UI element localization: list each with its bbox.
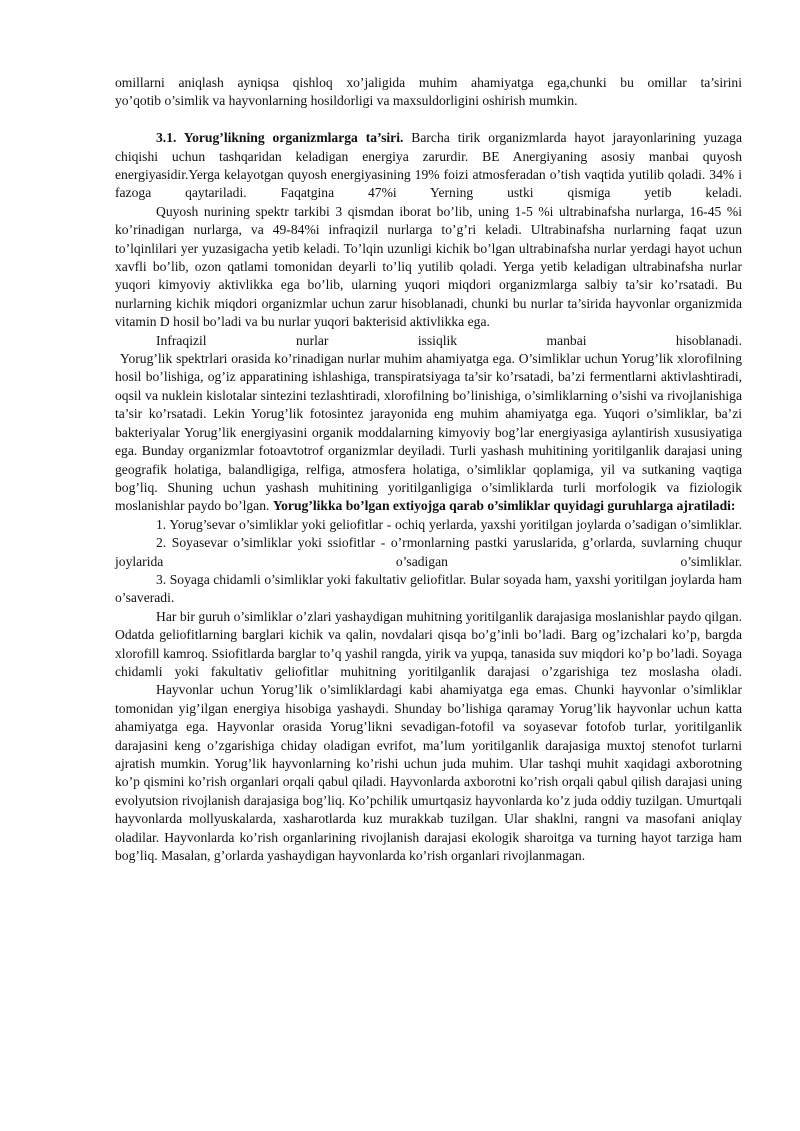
animals-paragraph	[115, 681, 742, 865]
infrared-paragraph	[115, 332, 742, 350]
list-item-facultative	[115, 571, 742, 608]
list-item-1-text: 1. Yorug’sevar o’simliklar yoki geliofitlar - ochiq yerlarda, yaxshi yoritilgan joylarda o’sadigan o’simliklar.	[156, 516, 742, 532]
section-paragraph	[115, 129, 742, 203]
document-page	[115, 74, 742, 865]
visible-light-text: Yorug’lik spektrlari orasida ko’rinadigan nurlar muhim ahamiyatga ega. O’simliklar uchun Yorug’lik xlorofilning hosil bo’lishiga, og’iz apparatining ishlashiga, transpiratsiyaga ta’sir ko’rsatadi, ba’zi fermentlarni aktivlashtiradi, oqsil va nuklein kislotalar sintezini tezlashtiradi, xlorofilning bo’linishiga, o’simliklarning o’sishi va rivojlanishiga ta’sir ko’rsatadi. Lekin Yorug’lik fotosintez jarayonida eng muhim ahamiyatga ega. Yuqori o’simliklar, ba’zi bakteriyalar Yorug’lik energiyasini organik moddalarning kimyoviy bog’lar energiyasiga aylantirish xususiyatiga ega. Bunday organizmlar fotoavtotrof organizmlar deyiladi. Turli yashash muhitining yoritilganlik darajasi uning geografik holatiga, balandligiga, relfiga, atmosfera holatiga, o’simliklar qoplamiga, yil va sutkaning vaqtiga bog’liq. Shuning uchun yashash muhitining yoritilganligiga o’simliklarda turli morfologik va fiziologik moslanishlar paydo bo’lgan.	[115, 351, 742, 514]
spectrum-paragraph	[115, 203, 742, 332]
list-item-sciophytes	[115, 534, 742, 571]
spectrum-text: Quyosh nurining spektr tarkibi 3 qismdan iborat bo’lib, uning 1-5 %i ultrabinafsha nurlarga, 16-45 %i ko’rinadigan nurlarga, va 49-84%i infraqizil nurlarga to’g’ri keladi. Ultrabinafsha nurlarning faqat uzun to’lqinlilari yer yuzasigacha yetib keladi. To’lqin uzunligi kichik bo’lgan ultrabinafsha nurlar yerdagi hayot uchun xavfli bo’lib, ozon qatlami tomonidan deyarli to’liq yutilib qoladi. Yerga yetib keladigan ultrabinafsha nurlar yuqori kimyoviy aktivlikka ega bo’lib, ularning yuqori miqdori organizmlarga salbiy ta’sir ko’rsatadi. Bu nurlarning kichik miqdori organizmlar uchun zarur hisoblanadi, chunki bu nurlar ta’sirida hayvonlar organizmida vitamin D hosil bo’ladi va bu nurlar yuqori bakterisid aktivlikka ega.	[115, 203, 742, 330]
list-item-3-text: 3. Soyaga chidamli o’simliklar yoki fakultativ geliofitlar. Bular soyada ham, yaxshi yoritilgan joylarda ham o’saveradi.	[115, 571, 742, 606]
list-item-heliophytes	[115, 516, 742, 534]
intro-paragraph-end	[115, 92, 742, 110]
intro-paragraph	[115, 74, 742, 92]
infrared-text: Infraqizil nurlar issiqlik manbai hisoblanadi.	[156, 332, 742, 348]
section-heading-text: Barcha tirik organizmlarda hayot jarayonlarining yuzaga chiqishi uchun tashqaridan keladigan energiya zarurdir. BE Anergiyaning asosiy manbai quyosh energiyasidir.Yerga kelayotgan quyosh energiyasining 19% foizi atmosferadan o’tish vaqtida yutilib qoladi. 34% i fazoga qaytariladi. Faqatgina 47%i Yerning ustki qismiga yetib keladi.	[115, 130, 742, 201]
plant-groups-heading: Yorug’likka bo’lgan extiyojga qarab o’simliklar quyidagi guruhlarga ajratiladi:	[272, 498, 736, 514]
adaptation-text: Har bir guruh o’simliklar o’zlari yashaydigan muhitning yoritilganlik darajasiga moslanishlar paydo qilgan. Odatda geliofitlarning barglari kichik va qalin, novdalari qisqa bo’g’inli bo’ladi. Barg og’izchalari ko’p, bargda xlorofill kamroq. Ssiofitlarda barglar to’q yashil rangda, yirik va yupqa, tanasida suv miqdori ko’p bo’ladi. Soyaga chidamli yoki fakultativ geliofitlar muhitning yoritilganlik darajasi o’zgarishiga tez moslasha oladi.	[115, 608, 742, 679]
section-heading: 3.1. Yorug’likning organizmlarga ta’siri.	[156, 130, 404, 146]
paragraph-spacer	[115, 111, 742, 129]
adaptation-paragraph	[115, 608, 742, 682]
visible-light-paragraph	[115, 350, 742, 516]
list-item-2-text: 2. Soyasevar o’simliklar yoki ssiofitlar - o’rmonlarning pastki yaruslarida, g’orlarda, suvlarning chuqur joylarida o’sadigan o’simliklar.	[115, 535, 742, 569]
animals-text: Hayvonlar uchun Yorug’lik o’simliklardagi kabi ahamiyatga ega emas. Chunki hayvonlar o’simliklar tomonidan yig’ilgan energiya hisobiga yashaydi. Shunday bo’lishiga qaramay Yorug’lik hayvonlar uchun katta ahamiyatga ega. Hayvonlar orasida Yorug’likni sevadigan-fotofil va soyasevar fotofob turlar, yoritilganlik darajasini keng o’zgarishiga chiday oladigan evrifot, ma’lum yoritilganlik darajasiga muxtoj stenofot turlarni ajratish mumkin. Yorug’lik hayvonlarning ko’rishi uchun juda muhim. Ular tashqi muhit xaqidagi axborotning ko’p qismini ko’rish organlari orqali qabul qiladi. Hayvonlarda axborotni ko’rish orqali qabul qilish darajasi uning evolyutsion rivojlanish darajasiga bog’liq. Ko’pchilik umurtqasiz hayvonlarda ko’z juda oddiy tuzilgan. Umurtqali hayvonlarda mollyuskalarda, xasharotlarda kuz murakkab tuzilgan. Ular shaklni, rangni va masofani aniqlay oladilar. Hayvonlarda ko’rish organlarining rivojlanish darajasi ekologik sharoitga va turning hayot tarziga ham bog’liq. Masalan, g’orlarda yashaydigan hayvonlarda ko’rish organlari rivojlanmagan.	[115, 682, 742, 864]
intro-line-1: omillarni aniqlash ayniqsa qishloq xo’jaligida muhim ahamiyatga ega,chunki bu omillar ta’sirini	[115, 75, 742, 90]
intro-line-2: yo’qotib o’simlik va hayvonlarning hosildorligi va maxsuldorligini oshirish mumkin.	[115, 93, 578, 109]
